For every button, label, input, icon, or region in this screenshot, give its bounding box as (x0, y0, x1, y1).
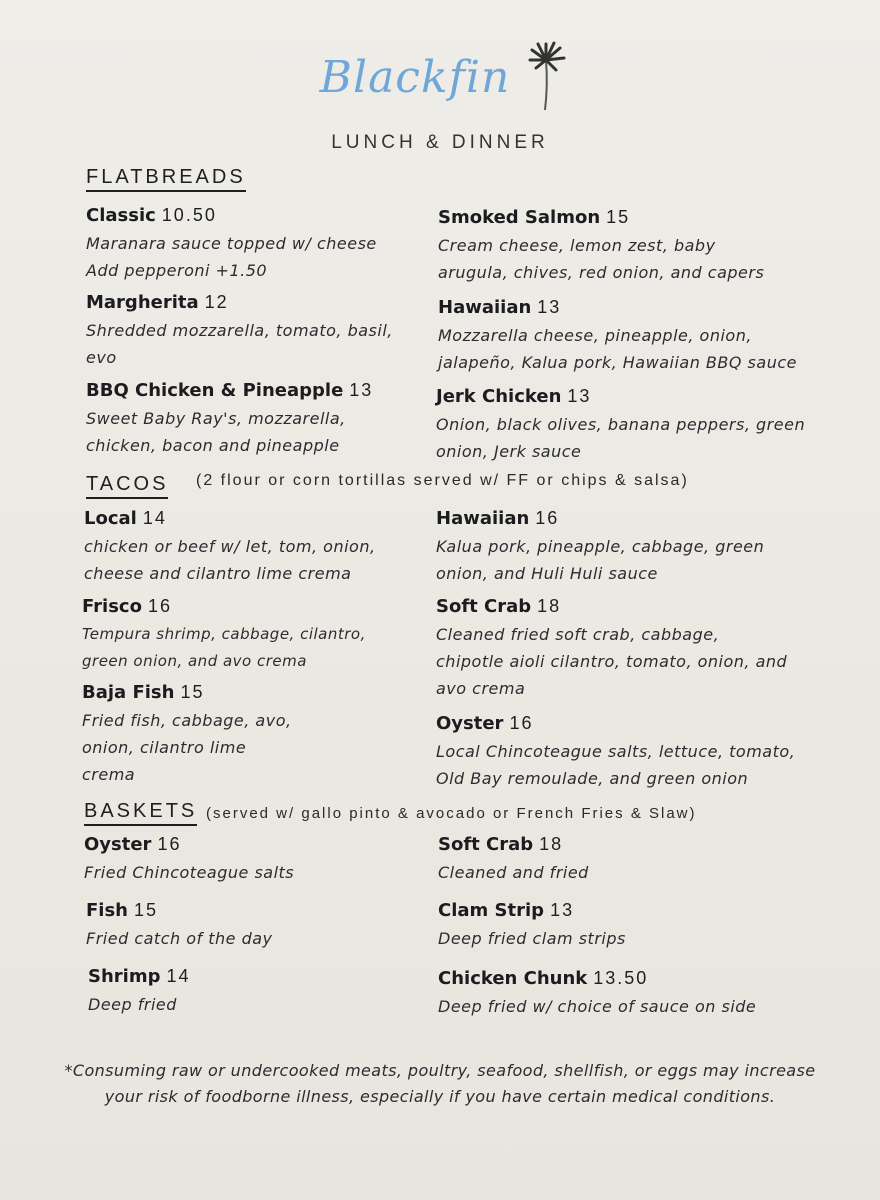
menu-item (436, 596, 846, 702)
item-description: Cleaned and fried (438, 863, 589, 882)
menu-item (438, 297, 848, 376)
item-name: Shrimp (88, 966, 161, 987)
menu-item (438, 834, 848, 886)
item-price: 13.50 (593, 968, 649, 988)
item-description: Sweet Baby Ray's, mozzarella, chicken, bacon and pineapple (86, 409, 346, 455)
item-price: 16 (535, 508, 560, 528)
item-name: Classic (86, 205, 156, 226)
item-name: Frisco (82, 596, 142, 617)
item-price: 15 (134, 900, 159, 920)
item-name: Soft Crab (438, 834, 534, 855)
item-description: Cleaned fried soft crab, cabbage, chipotle aioli cilantro, tomato, onion, and avo crema (436, 625, 788, 698)
item-name: Clam Strip (438, 900, 545, 921)
item-description: Fried catch of the day (86, 929, 273, 948)
menu-item (88, 966, 448, 1018)
item-description: chicken or beef w/ let, tom, onion, cheese and cilantro lime crema (84, 537, 376, 583)
item-description: Maranara sauce topped w/ cheese Add pepperoni +1.50 (86, 234, 377, 280)
item-description: Cream cheese, lemon zest, baby arugula, chives, red onion, and capers (438, 236, 765, 282)
menu-item (438, 968, 848, 1020)
item-name: Jerk Chicken (436, 386, 562, 407)
item-name: Chicken Chunk (438, 968, 588, 989)
item-price: 10.50 (161, 205, 217, 225)
item-description: Onion, black olives, banana peppers, green onion, Jerk sauce (436, 415, 806, 461)
item-price: 15 (606, 207, 631, 227)
menu-item (82, 596, 442, 675)
item-description: Shredded mozzarella, tomato, basil, evo (86, 321, 393, 367)
section-title-flatbreads: FLATBREADS (86, 166, 246, 192)
item-name: Hawaiian (436, 508, 530, 529)
brand-name: Blackfin (319, 52, 511, 103)
item-name: Baja Fish (82, 682, 175, 703)
menu-subtitle: LUNCH & DINNER (331, 132, 549, 153)
menu-item (84, 508, 444, 587)
item-description: Deep fried (88, 995, 177, 1014)
disclaimer-line-2: your risk of foodborne illness, especially if you have certain medical conditions. (104, 1087, 776, 1106)
item-name: Margherita (86, 292, 199, 313)
menu-item (86, 292, 446, 371)
item-price: 12 (204, 292, 229, 312)
item-price: 18 (539, 834, 564, 854)
menu-item (438, 207, 848, 286)
item-name: BBQ Chicken & Pineapple (86, 380, 344, 401)
item-description: Fried fish, cabbage, avo, onion, cilantro lime crema (82, 711, 292, 784)
item-price: 16 (147, 596, 172, 616)
item-name: Fish (86, 900, 128, 921)
item-price: 18 (537, 596, 562, 616)
item-price: 15 (180, 682, 205, 702)
section-note-baskets: (served w/ gallo pinto & avocado or French Fries & Slaw) (206, 805, 697, 822)
item-price: 13 (550, 900, 575, 920)
logo (290, 40, 570, 120)
menu-item (86, 380, 446, 459)
menu-item (86, 205, 446, 284)
palm-tree-icon (526, 40, 566, 112)
item-price: 14 (142, 508, 167, 528)
item-description: Mozzarella cheese, pineapple, onion, jalapeño, Kalua pork, Hawaiian BBQ sauce (438, 326, 797, 372)
item-name: Oyster (436, 713, 504, 734)
item-price: 13 (537, 297, 562, 317)
section-note-tacos: (2 flour or corn tortillas served w/ FF or chips & salsa) (196, 472, 689, 489)
section-title-baskets: BASKETS (84, 800, 197, 826)
menu-item (84, 834, 444, 886)
item-description: Deep fried clam strips (438, 929, 626, 948)
item-price: 13 (349, 380, 374, 400)
item-description: Fried Chincoteague salts (84, 863, 295, 882)
item-description: Kalua pork, pineapple, cabbage, green onion, and Huli Huli sauce (436, 537, 765, 583)
menu-item (436, 713, 846, 792)
menu-item (438, 900, 848, 952)
menu-item (436, 508, 846, 587)
item-price: 14 (166, 966, 191, 986)
item-price: 16 (509, 713, 534, 733)
item-name: Soft Crab (436, 596, 532, 617)
item-description: Local Chincoteague salts, lettuce, tomato, Old Bay remoulade, and green onion (436, 742, 796, 788)
health-disclaimer (40, 1058, 840, 1110)
menu-item (82, 682, 442, 788)
item-price: 13 (567, 386, 592, 406)
item-name: Hawaiian (438, 297, 532, 318)
disclaimer-line-1: *Consuming raw or undercooked meats, poultry, seafood, shellfish, or eggs may increase (64, 1061, 816, 1080)
item-description: Tempura shrimp, cabbage, cilantro, green onion, and avo crema (82, 625, 366, 670)
section-title-tacos: TACOS (86, 473, 168, 499)
item-name: Oyster (84, 834, 152, 855)
item-price: 16 (157, 834, 182, 854)
menu-item (86, 900, 446, 952)
menu-item (436, 386, 856, 465)
item-description: Deep fried w/ choice of sauce on side (438, 997, 757, 1016)
item-name: Smoked Salmon (438, 207, 601, 228)
item-name: Local (84, 508, 137, 529)
